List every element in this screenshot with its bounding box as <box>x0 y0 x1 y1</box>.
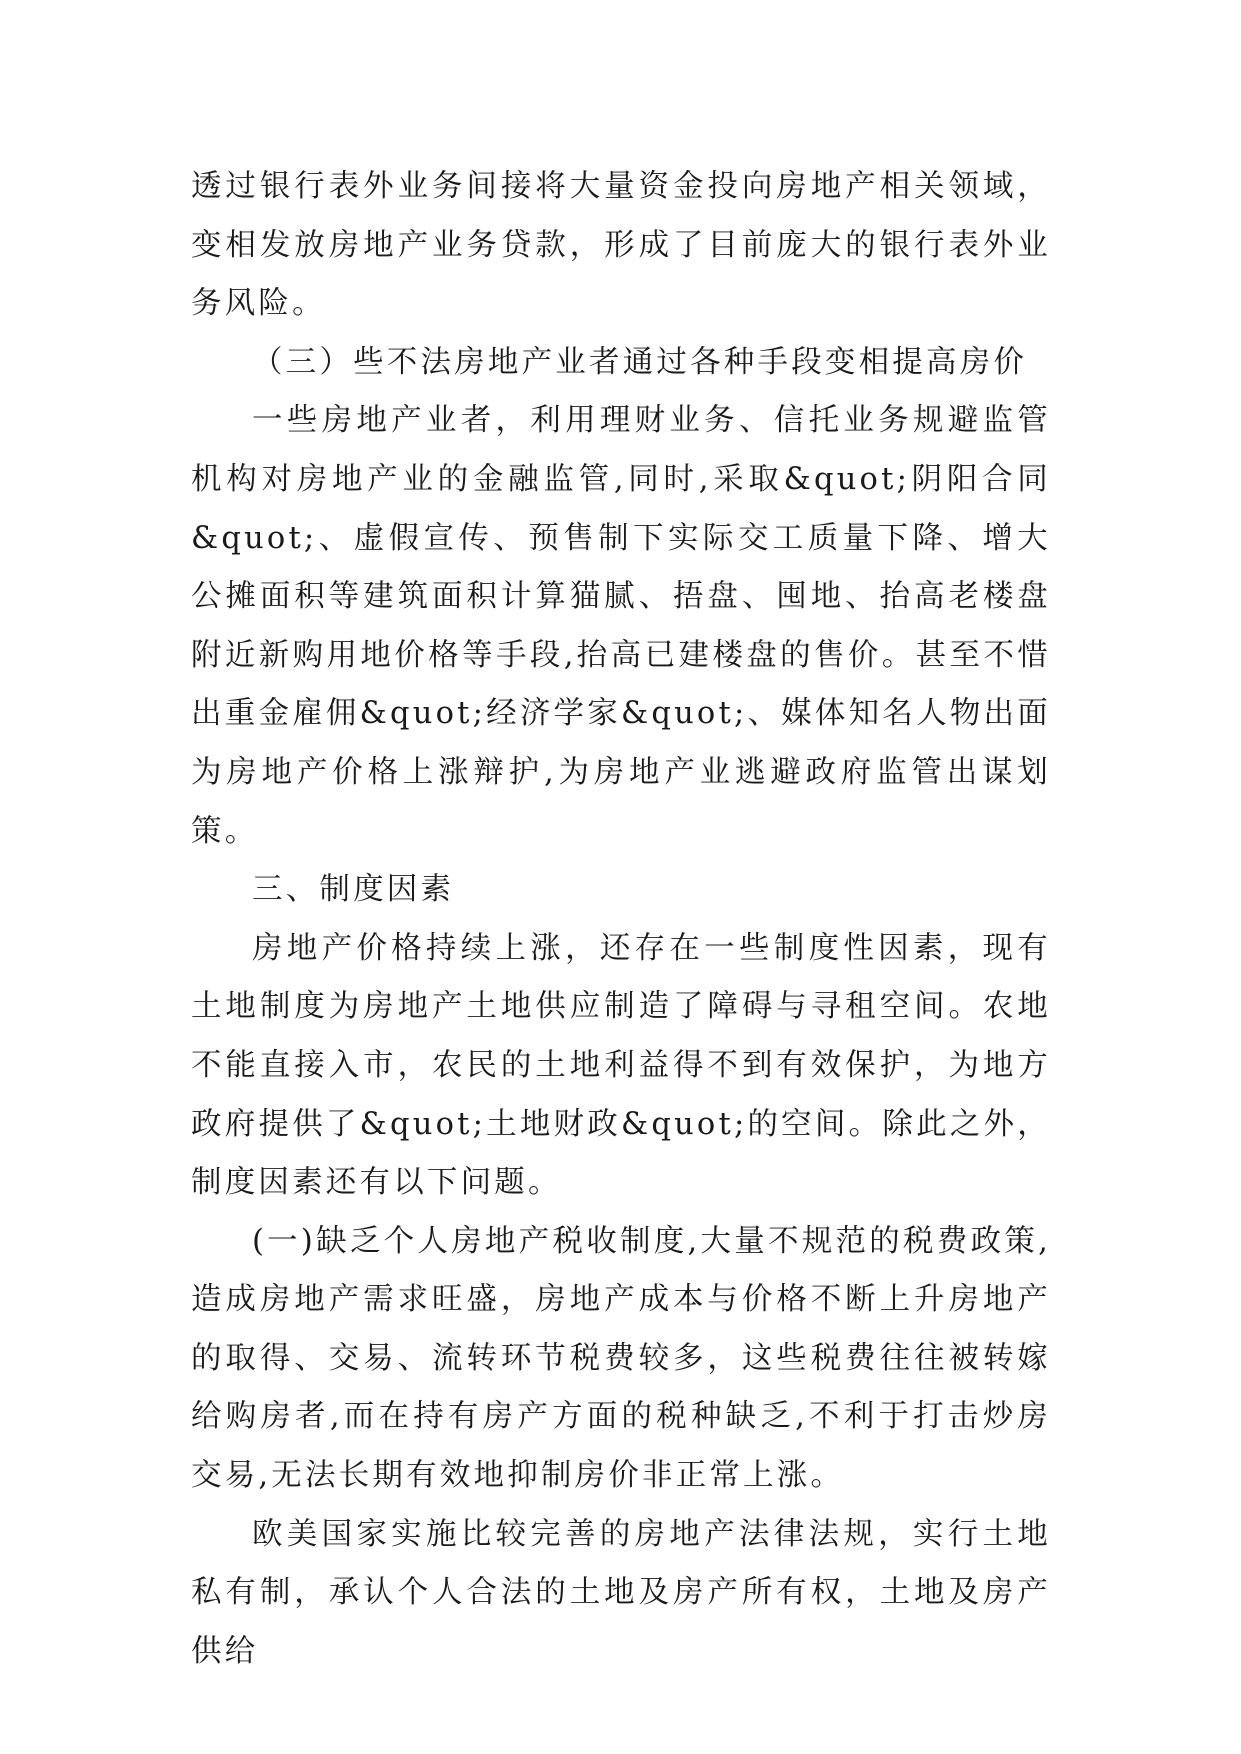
paragraph-land-system: 房地产价格持续上涨，还存在一些制度性因素，现有土地制度为房地产土地供应制造了障碍与寻租空间。农地不能直接入市，农民的土地利益得不到有效保护，为地方政府提供了&quot;土地财政&quot;的空间。除此之外，制度因素还有以下问题。 <box>191 930 1051 1201</box>
subheading-illegal-developers: （三）些不法房地产业者通过各种手段变相提高房价 <box>252 344 1028 380</box>
paragraph-developer-tactics: 一些房地产业者，利用理财业务、信托业务规避监管机构对房地产业的金融监管,同时,采取&quot;阴阳合同&quot;、虚假宣传、预售制下实际交工质量下降、增大公摊面积等建筑面积计算猫腻、捂盘、囤地、抬高老楼盘附近新购用地价格等手段,抬高已建楼盘的售价。甚至不惜出重金雇佣&quot;经济学家&quot;、媒体知名人物出面为房地产价格上涨辩护,为房地产业逃避政府监管出谋划策。 <box>191 403 1051 849</box>
heading-institutional-factors: 三、制度因素 <box>252 872 455 908</box>
paragraph-tax-system: (一)缺乏个人房地产税收制度,大量不规范的税费政策,造成房地产需求旺盛，房地产成本与价格不断上升房地产的取得、交易、流转环节税费较多，这些税费往往被转嫁给购房者,而在持有房产方面的税种缺乏,不利于打击炒房交易,无法长期有效地抑制房价非正常上涨。 <box>191 1223 1051 1494</box>
paragraph-western-countries: 欧美国家实施比较完善的房地产法律法规，实行土地私有制，承认个人合法的土地及房产所有权，土地及房产供给 <box>191 1516 1051 1669</box>
paragraph-bank-offbalance: 透过银行表外业务间接将大量资金投向房地产相关领域，变相发放房地产业务贷款，形成了目前庞大的银行表外业务风险。 <box>191 169 1051 322</box>
document-body <box>191 158 1051 1681</box>
